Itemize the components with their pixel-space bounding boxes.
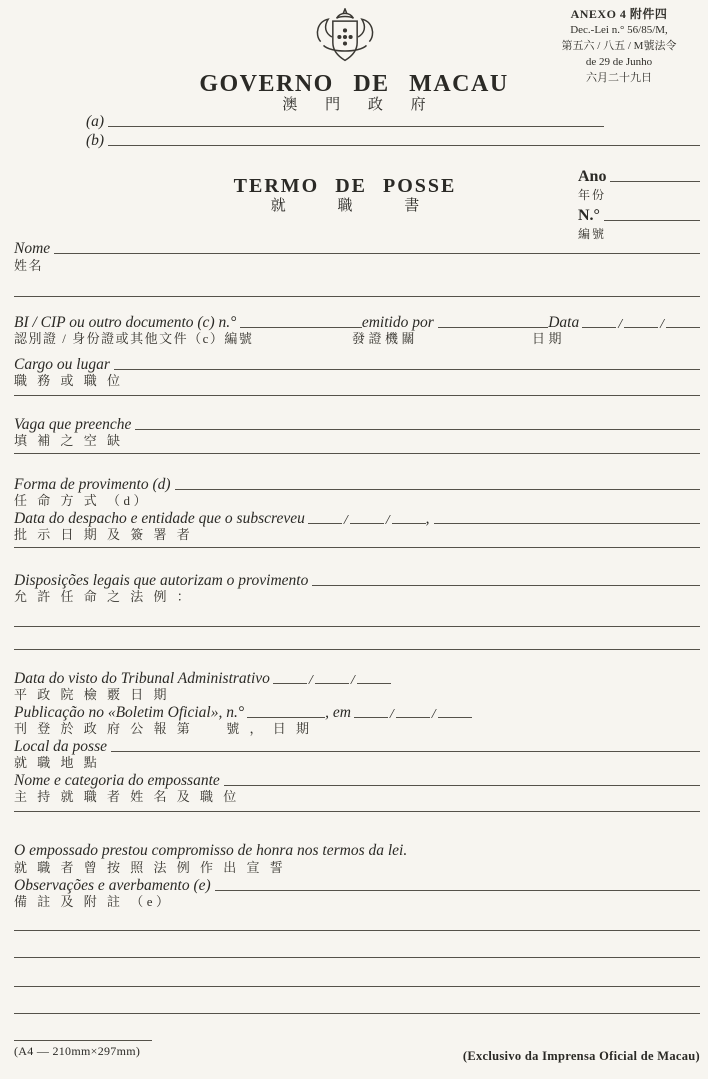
date-slots	[273, 673, 391, 688]
field-a-line	[108, 126, 604, 127]
year-number-block	[578, 168, 700, 241]
field-forma-label: Forma de provimento (d)	[14, 476, 171, 493]
date-slot	[392, 523, 426, 524]
decree-date: de 29 de Junho	[585, 56, 653, 69]
date-slot	[396, 717, 430, 718]
date-separator: /	[389, 706, 394, 722]
field-observacoes	[14, 876, 700, 895]
date-separator: /	[431, 706, 436, 722]
blank-line	[14, 649, 700, 650]
field-observacoes-label: Observações e averbamento (e)	[14, 877, 211, 894]
decree-date-zh: 六月二十九日	[586, 72, 652, 85]
field-vaga-label-zh: 填 補 之 空 缺	[14, 433, 124, 448]
field-despacho-label-zh: 批 示 日 期 及 簽 署 者	[14, 527, 194, 542]
field-b-label: (b)	[86, 132, 105, 149]
field-bi-zh-row	[14, 331, 700, 347]
field-bi-line	[240, 327, 362, 328]
year-label: Ano	[578, 168, 607, 185]
date-slot	[315, 683, 349, 684]
paper-size-note: (A4 — 210mm×297mm)	[14, 1044, 141, 1058]
field-forma	[14, 475, 700, 494]
date-separator: /	[660, 316, 664, 332]
comma-separator: ,	[425, 510, 430, 527]
date-slots	[308, 513, 426, 528]
number-line	[604, 220, 700, 221]
field-vaga-line	[135, 429, 700, 430]
field-publicacao	[14, 703, 472, 722]
macau-coat-of-arms-icon	[312, 8, 378, 71]
blank-line	[14, 957, 700, 958]
field-observacoes-label-zh: 備 註 及 附 註 （e）	[14, 894, 173, 909]
field-a	[86, 112, 604, 131]
date-separator: /	[350, 672, 355, 688]
field-b-line	[108, 145, 700, 146]
field-cargo-label: Cargo ou lugar	[14, 356, 110, 373]
field-publicacao-label-zh: 刊 登 於 政 府 公 報 第 號 ， 日 期	[14, 721, 313, 736]
field-data-label: Data	[548, 314, 580, 331]
field-empossante	[14, 771, 700, 790]
field-disposicoes	[14, 571, 700, 590]
field-publicacao-label: Publicação no «Boletim Oficial», n.°	[14, 704, 245, 721]
field-cargo	[14, 355, 700, 374]
blank-line	[14, 395, 700, 396]
form-title-pt: TERMO DE POSSE	[233, 175, 457, 197]
field-local-line	[111, 751, 700, 752]
government-title-zh: 澳 門 政 府	[282, 97, 438, 113]
field-vaga-label: Vaga que preenche	[14, 416, 132, 433]
decree-number: Dec.-Lei n.° 56/85/M,	[570, 24, 668, 37]
date-slot	[354, 717, 388, 718]
field-forma-line	[175, 489, 700, 490]
field-visto-label-zh: 平 政 院 檢 覈 日 期	[14, 687, 171, 702]
date-slot	[624, 327, 658, 328]
oath-statement-pt: O empossado prestou compromisso de honra nos termos da lei.	[14, 842, 408, 859]
field-bi-label-zh: 認別證 / 身份證或其他文件（c）編號	[14, 331, 254, 346]
printer-note: (Exclusivo da Imprensa Oficial de Macau)	[462, 1049, 700, 1063]
field-bi	[14, 313, 700, 332]
number-label: N.°	[578, 206, 600, 224]
blank-line	[14, 547, 700, 548]
decree-number-zh: 第五六 / 八五 / M號法令	[561, 40, 677, 53]
date-separator: /	[343, 512, 348, 528]
year-label-zh: 年份	[578, 187, 607, 202]
field-nome-label-zh: 姓名	[14, 258, 44, 273]
field-emitido-label-zh: 發證機關	[352, 331, 419, 346]
field-empossante-line	[224, 785, 700, 786]
field-cargo-label-zh: 職 務 或 職 位	[14, 373, 124, 388]
blank-line	[14, 986, 700, 987]
year-field	[578, 168, 700, 186]
field-disposicoes-label: Disposições legais que autorizam o provimento	[14, 572, 309, 589]
field-local-label-zh: 就 職 地 點	[14, 755, 101, 770]
field-despacho-line	[434, 523, 701, 524]
field-publicacao-number-line	[247, 717, 325, 718]
field-observacoes-line	[215, 890, 700, 891]
field-visto	[14, 669, 391, 688]
blank-line	[14, 453, 700, 454]
field-forma-label-zh: 任 命 方 式 （d）	[14, 493, 151, 508]
date-separator: /	[618, 316, 623, 332]
field-disposicoes-line	[312, 585, 700, 586]
field-cargo-line	[114, 369, 700, 370]
date-slot	[357, 683, 391, 684]
date-slot	[308, 523, 342, 524]
blank-line	[14, 811, 700, 812]
form-title-zh: 就 職 書	[270, 198, 444, 214]
date-separator: /	[385, 512, 390, 528]
field-nome	[14, 239, 700, 258]
year-line	[610, 181, 700, 182]
field-visto-label: Data do visto do Tribunal Administrativo	[14, 670, 270, 687]
field-empossante-label-zh: 主 持 就 職 者 姓 名 及 職 位	[14, 789, 240, 804]
field-local	[14, 737, 700, 756]
date-slots	[354, 707, 472, 722]
oath-statement-zh: 就 職 者 曾 按 照 法 例 作 出 宣 誓	[14, 860, 287, 875]
field-vaga	[14, 415, 700, 434]
field-local-label: Local da posse	[14, 738, 107, 755]
date-slot	[438, 717, 472, 718]
blank-line	[14, 296, 700, 297]
field-data-label-zh: 日期	[532, 331, 566, 346]
field-nome-line	[54, 253, 700, 254]
government-title-pt: GOVERNO DE MACAU	[199, 71, 509, 97]
field-a-label: (a)	[86, 113, 105, 130]
blank-line	[14, 1013, 700, 1014]
field-disposicoes-label-zh: 允 許 任 命 之 法 例 ：	[14, 589, 194, 604]
blank-line	[14, 930, 700, 931]
annex-label: ANEXO 4 附件四	[570, 7, 668, 21]
date-slot	[273, 683, 307, 684]
date-slot	[350, 523, 384, 524]
blank-line	[14, 626, 700, 627]
field-nome-label: Nome	[14, 240, 51, 257]
field-emitido-line	[438, 327, 548, 328]
field-despacho	[14, 509, 700, 528]
field-despacho-label: Data do despacho e entidade que o subscreveu	[14, 510, 305, 527]
date-separator: /	[308, 672, 313, 688]
field-publicacao-em-label: , em	[325, 704, 351, 721]
number-field	[578, 207, 700, 225]
date-slot	[582, 327, 616, 328]
field-emitido-label: emitido por	[361, 314, 434, 331]
footer-rule	[14, 1040, 152, 1041]
field-bi-label: BI / CIP ou outro documento (c) n.°	[14, 314, 237, 331]
field-b	[86, 131, 700, 150]
field-empossante-label: Nome e categoria do empossante	[14, 772, 220, 789]
date-slot	[666, 327, 700, 328]
number-label-zh: 編號	[578, 226, 607, 241]
